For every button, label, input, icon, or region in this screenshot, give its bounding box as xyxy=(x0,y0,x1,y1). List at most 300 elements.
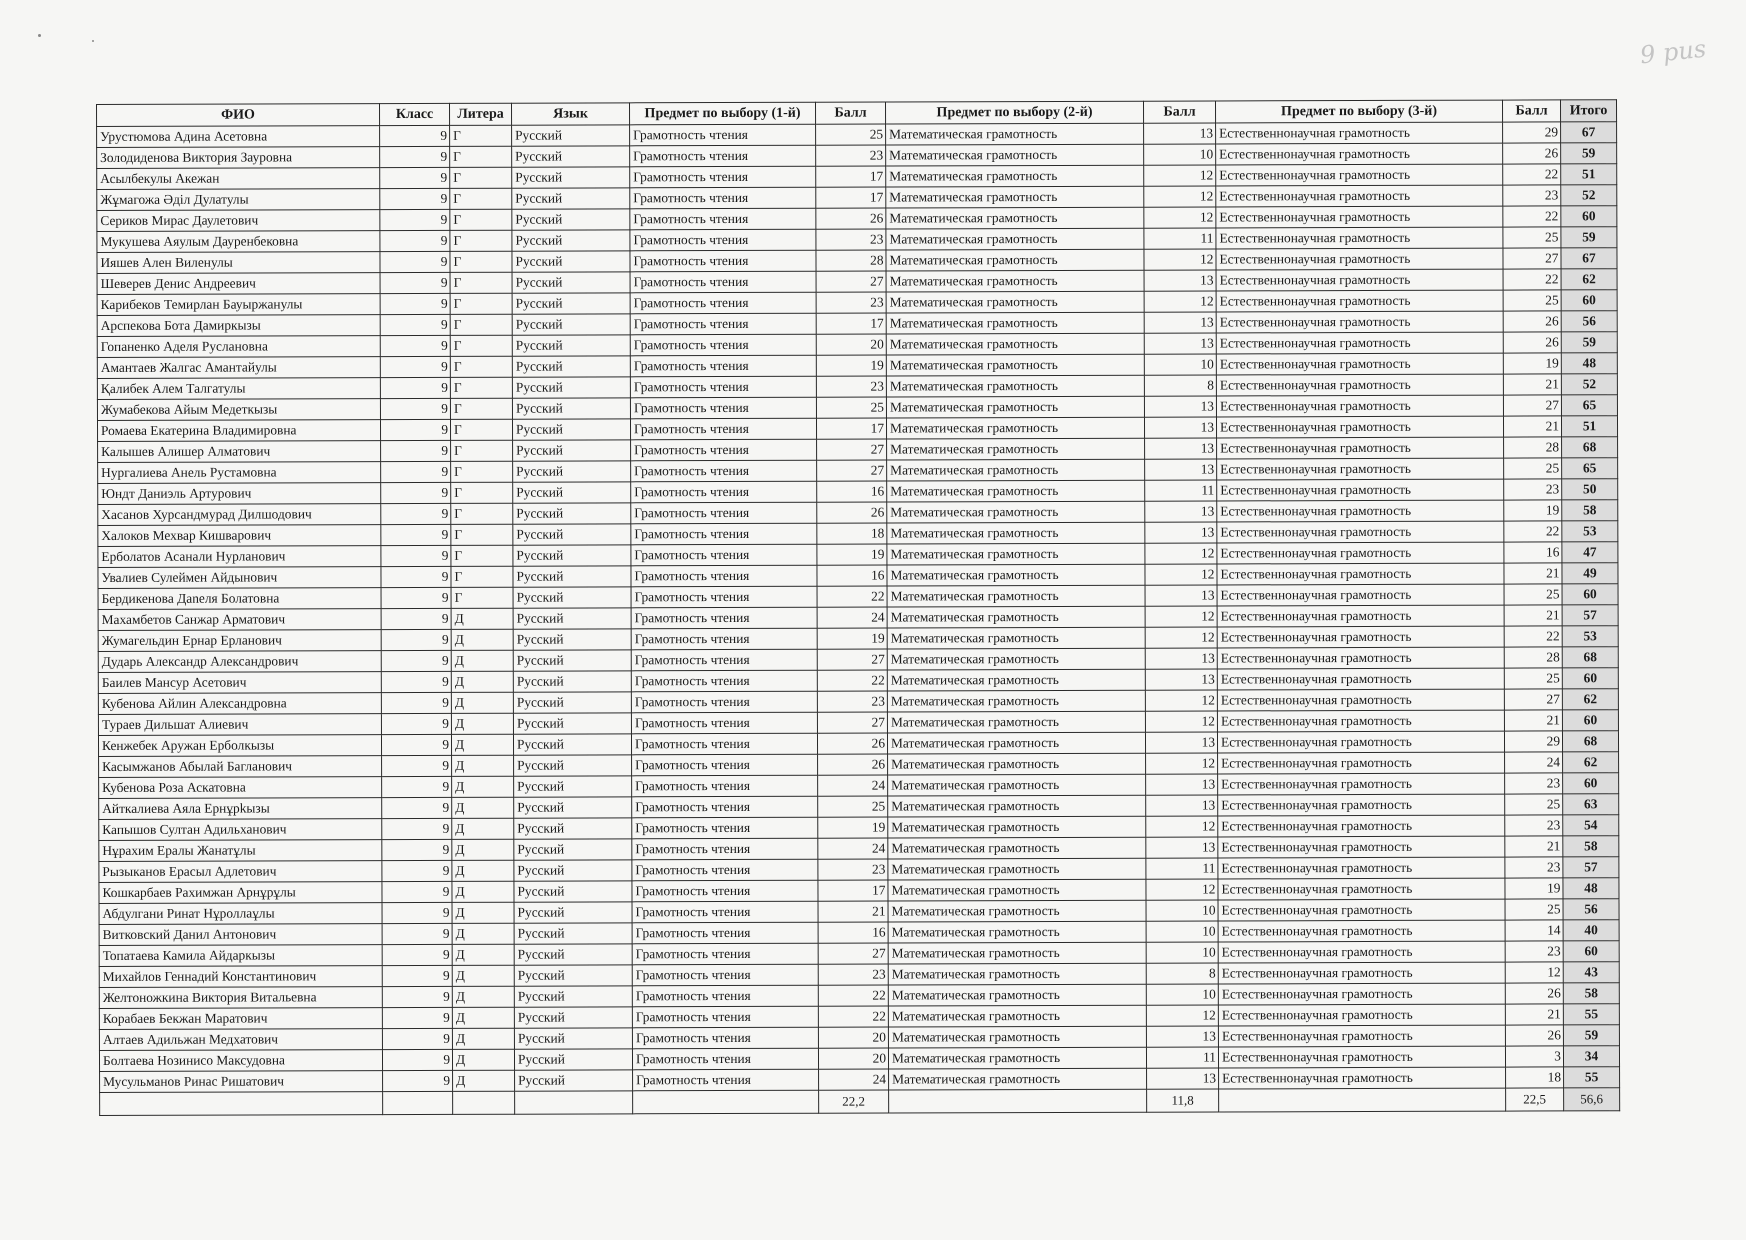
language: Русский xyxy=(514,944,632,965)
class-letter: Д xyxy=(451,671,513,692)
subject-2: Математическая грамотность xyxy=(887,606,1145,628)
class-number: 9 xyxy=(381,440,451,461)
score-3: 21 xyxy=(1504,605,1562,626)
student-name: Ерболатов Асанали Нурланович xyxy=(98,546,381,568)
subject-1: Грамотность чтения xyxy=(630,229,816,251)
score-3: 19 xyxy=(1503,353,1561,374)
class-number: 9 xyxy=(383,1070,453,1091)
total-score: 65 xyxy=(1562,458,1618,479)
class-letter: Г xyxy=(450,356,512,377)
total-score: 58 xyxy=(1563,983,1619,1004)
student-name: Баилев Мансур Асетович xyxy=(98,672,381,694)
subject-3: Естественнонаучная грамотность xyxy=(1216,122,1503,144)
subject-3: Естественнонаучная грамотность xyxy=(1217,584,1504,606)
class-letter: Д xyxy=(452,1007,514,1028)
class-number: 9 xyxy=(380,125,450,146)
score-3: 24 xyxy=(1505,752,1563,773)
subject-1: Грамотность чтения xyxy=(632,775,818,797)
score-3: 27 xyxy=(1503,248,1561,269)
subject-1: Грамотность чтения xyxy=(631,502,817,524)
subject-2: Математическая грамотность xyxy=(888,984,1146,1006)
student-name: Михайлов Геннадий Константинович xyxy=(99,966,382,988)
total-score: 40 xyxy=(1563,920,1619,941)
score-1: 23 xyxy=(816,145,886,166)
subject-1: Грамотность чтения xyxy=(631,670,817,692)
score-3: 29 xyxy=(1504,731,1562,752)
score-1: 26 xyxy=(816,208,886,229)
score-1: 22 xyxy=(817,670,887,691)
total-score: 56 xyxy=(1563,899,1619,920)
subject-3: Естественнонаучная грамотность xyxy=(1216,185,1503,207)
header-subject-2: Предмет по выбору (2-й) xyxy=(885,101,1143,124)
subject-3: Естественнонаучная грамотность xyxy=(1216,269,1503,291)
class-number: 9 xyxy=(382,755,452,776)
score-2: 11 xyxy=(1144,228,1216,249)
student-name: Нургалиева Анель Рустамовна xyxy=(98,462,381,484)
class-number: 9 xyxy=(382,818,452,839)
class-number: 9 xyxy=(381,734,451,755)
class-letter: Г xyxy=(450,293,512,314)
class-letter: Д xyxy=(452,839,514,860)
total-score: 62 xyxy=(1562,689,1618,710)
footer-empty-cell xyxy=(889,1089,1147,1113)
language: Русский xyxy=(514,881,632,902)
table-body xyxy=(97,122,1620,1093)
class-letter: Д xyxy=(452,986,514,1007)
score-2: 12 xyxy=(1146,879,1218,900)
score-1: 19 xyxy=(818,817,888,838)
subject-2: Математическая грамотность xyxy=(887,690,1145,712)
results-table xyxy=(96,99,1620,1116)
subject-3: Естественнонаучная грамотность xyxy=(1216,374,1503,396)
class-number: 9 xyxy=(382,944,452,965)
average-score-2: 11,8 xyxy=(1147,1089,1219,1112)
student-name: Капышов Султан Адильханович xyxy=(99,819,382,841)
subject-2: Математическая грамотность xyxy=(888,942,1146,964)
subject-1: Грамотность чтения xyxy=(632,754,818,776)
average-total: 56,6 xyxy=(1564,1088,1620,1111)
subject-3: Естественнонаучная грамотность xyxy=(1218,773,1505,795)
class-number: 9 xyxy=(382,776,452,797)
class-letter: Д xyxy=(451,650,513,671)
language: Русский xyxy=(514,902,632,923)
class-number: 9 xyxy=(381,713,451,734)
total-score: 43 xyxy=(1563,962,1619,983)
score-1: 24 xyxy=(818,775,888,796)
language: Русский xyxy=(512,314,630,335)
subject-1: Грамотность чтения xyxy=(630,271,816,293)
score-1: 16 xyxy=(817,481,887,502)
footer-empty-cell xyxy=(1219,1088,1506,1112)
score-3: 18 xyxy=(1506,1067,1564,1088)
class-letter: Д xyxy=(452,818,514,839)
average-score-3: 22,5 xyxy=(1506,1088,1564,1111)
total-score: 62 xyxy=(1561,269,1617,290)
student-name: Урустюмова Адина Асетовна xyxy=(97,126,380,148)
subject-1: Грамотность чтения xyxy=(632,1027,818,1049)
total-score: 60 xyxy=(1562,710,1618,731)
class-letter: Д xyxy=(452,923,514,944)
language: Русский xyxy=(513,482,631,503)
subject-3: Естественнонаучная грамотность xyxy=(1218,962,1505,984)
student-name: Юндт Даниэль Артурович xyxy=(98,483,381,505)
header-subject-3: Предмет по выбору (3-й) xyxy=(1215,100,1502,123)
class-number: 9 xyxy=(380,251,450,272)
total-score: 53 xyxy=(1562,521,1618,542)
subject-1: Грамотность чтения xyxy=(632,964,818,986)
score-1: 17 xyxy=(816,187,886,208)
student-name: Кубенова Айлин Александровна xyxy=(98,693,381,715)
score-1: 21 xyxy=(818,901,888,922)
subject-2: Математическая грамотность xyxy=(886,375,1144,397)
score-1: 27 xyxy=(816,271,886,292)
subject-3: Естественнонаучная грамотность xyxy=(1218,878,1505,900)
subject-2: Математическая грамотность xyxy=(887,732,1145,754)
score-2: 13 xyxy=(1146,795,1218,816)
student-name: Топатаева Камила Айдаркызы xyxy=(99,945,382,967)
subject-1: Грамотность чтения xyxy=(630,145,816,167)
student-name: Карибеков Темирлан Бауыржанулы xyxy=(97,294,380,316)
subject-3: Естественнонаучная грамотность xyxy=(1216,206,1503,228)
total-score: 68 xyxy=(1562,437,1618,458)
subject-1: Грамотность чтения xyxy=(632,943,818,965)
subject-3: Естественнонаучная грамотность xyxy=(1216,143,1503,165)
subject-1: Грамотность чтения xyxy=(632,922,818,944)
subject-2: Математическая грамотность xyxy=(888,963,1146,985)
score-2: 12 xyxy=(1146,1005,1218,1026)
score-1: 22 xyxy=(818,985,888,1006)
subject-1: Грамотность чтения xyxy=(632,838,818,860)
class-number: 9 xyxy=(380,167,450,188)
score-2: 12 xyxy=(1145,543,1217,564)
subject-2: Математическая грамотность xyxy=(886,333,1144,355)
class-letter: Г xyxy=(450,251,512,272)
subject-1: Грамотность чтения xyxy=(631,544,817,566)
student-name: Жумабекова Айым Медеткызы xyxy=(97,399,380,421)
class-number: 9 xyxy=(381,524,451,545)
class-letter: Г xyxy=(451,566,513,587)
class-number: 9 xyxy=(380,398,450,419)
total-score: 67 xyxy=(1561,248,1617,269)
subject-2: Математическая грамотность xyxy=(888,879,1146,901)
student-name: Рызыканов Ерасыл Адлетович xyxy=(99,861,382,883)
score-2: 13 xyxy=(1145,501,1217,522)
score-1: 24 xyxy=(818,838,888,859)
score-2: 10 xyxy=(1146,900,1218,921)
student-name: Кошкарбаев Рахимжан Арнұрұлы xyxy=(99,882,382,904)
score-3: 12 xyxy=(1505,962,1563,983)
language: Русский xyxy=(513,566,631,587)
class-letter: Г xyxy=(450,377,512,398)
class-number: 9 xyxy=(381,482,451,503)
total-score: 48 xyxy=(1563,878,1619,899)
class-letter: Г xyxy=(450,335,512,356)
score-1: 26 xyxy=(817,733,887,754)
language: Русский xyxy=(513,650,631,671)
score-3: 26 xyxy=(1503,143,1561,164)
language: Русский xyxy=(514,818,632,839)
subject-3: Естественнонаучная грамотность xyxy=(1216,353,1503,375)
score-1: 27 xyxy=(817,712,887,733)
score-1: 23 xyxy=(816,376,886,397)
score-3: 25 xyxy=(1504,668,1562,689)
score-2: 11 xyxy=(1145,480,1217,501)
class-letter: Г xyxy=(451,440,513,461)
total-score: 65 xyxy=(1561,395,1617,416)
score-3: 25 xyxy=(1503,290,1561,311)
class-number: 9 xyxy=(381,545,451,566)
class-letter: Г xyxy=(450,146,512,167)
class-number: 9 xyxy=(380,335,450,356)
language: Русский xyxy=(512,419,630,440)
language: Русский xyxy=(512,167,630,188)
class-number: 9 xyxy=(380,293,450,314)
subject-3: Естественнонаучная грамотность xyxy=(1218,899,1505,921)
subject-2: Математическая грамотность xyxy=(886,186,1144,208)
score-3: 25 xyxy=(1504,584,1562,605)
footer-empty-cell xyxy=(633,1090,819,1114)
language: Русский xyxy=(513,524,631,545)
subject-2: Математическая грамотность xyxy=(886,354,1144,376)
class-number: 9 xyxy=(381,650,451,671)
class-letter: Д xyxy=(452,965,514,986)
total-score: 59 xyxy=(1561,227,1617,248)
score-2: 12 xyxy=(1145,627,1217,648)
subject-3: Естественнонаучная грамотность xyxy=(1216,395,1503,417)
score-2: 13 xyxy=(1145,648,1217,669)
total-score: 52 xyxy=(1561,374,1617,395)
class-letter: Г xyxy=(451,503,513,524)
average-score-1: 22,2 xyxy=(819,1090,889,1113)
class-letter: Д xyxy=(452,881,514,902)
total-score: 51 xyxy=(1561,164,1617,185)
score-2: 13 xyxy=(1144,417,1216,438)
score-1: 17 xyxy=(816,313,886,334)
subject-3: Естественнонаучная грамотность xyxy=(1217,668,1504,690)
subject-3: Естественнонаучная грамотность xyxy=(1218,857,1505,879)
score-1: 19 xyxy=(817,544,887,565)
score-3: 23 xyxy=(1504,479,1562,500)
subject-2: Математическая грамотность xyxy=(887,459,1145,481)
language: Русский xyxy=(514,755,632,776)
total-score: 60 xyxy=(1563,773,1619,794)
subject-1: Грамотность чтения xyxy=(630,250,816,272)
score-2: 10 xyxy=(1144,144,1216,165)
subject-3: Естественнонаучная грамотность xyxy=(1216,227,1503,249)
subject-3: Естественнонаучная грамотность xyxy=(1217,563,1504,585)
student-name: Айткалиева Аяла Ернұрkызы xyxy=(99,798,382,820)
total-score: 60 xyxy=(1561,206,1617,227)
class-letter: Г xyxy=(451,461,513,482)
score-3: 23 xyxy=(1503,185,1561,206)
class-number: 9 xyxy=(380,146,450,167)
subject-2: Математическая грамотность xyxy=(886,228,1144,250)
subject-2: Математическая грамотность xyxy=(887,543,1145,565)
subject-3: Естественнонаучная грамотность xyxy=(1218,1046,1505,1068)
header-fio: ФИО xyxy=(97,104,380,127)
subject-2: Математическая грамотность xyxy=(888,1047,1146,1069)
averages-row xyxy=(100,1088,1620,1116)
score-3: 21 xyxy=(1504,563,1562,584)
score-1: 20 xyxy=(816,334,886,355)
student-name: Бердикенова Даneля Болатовна xyxy=(98,588,381,610)
subject-1: Грамотность чтения xyxy=(630,355,816,377)
subject-1: Грамотность чтения xyxy=(631,439,817,461)
language: Русский xyxy=(512,188,630,209)
total-score: 60 xyxy=(1561,290,1617,311)
student-name: Золодиденова Виктория Зауровна xyxy=(97,147,380,169)
score-2: 13 xyxy=(1144,312,1216,333)
student-name: Кубенова Роза Аскатовна xyxy=(99,777,382,799)
score-1: 28 xyxy=(816,250,886,271)
score-1: 17 xyxy=(816,418,886,439)
score-3: 23 xyxy=(1505,941,1563,962)
class-number: 9 xyxy=(382,860,452,881)
student-name: Хасанов Хурсандмурад Дилшодович xyxy=(98,504,381,526)
subject-3: Естественнонаучная грамотность xyxy=(1216,311,1503,333)
score-2: 12 xyxy=(1144,249,1216,270)
footer-empty-cell xyxy=(100,1092,383,1116)
footer-empty-cell xyxy=(453,1091,515,1114)
language: Русский xyxy=(513,587,631,608)
language: Русский xyxy=(513,713,631,734)
score-3: 19 xyxy=(1504,500,1562,521)
subject-3: Естественнонаучная грамотность xyxy=(1216,248,1503,270)
total-score: 52 xyxy=(1561,185,1617,206)
class-letter: Г xyxy=(450,230,512,251)
score-3: 23 xyxy=(1505,773,1563,794)
language: Русский xyxy=(512,230,630,251)
handwritten-page-note: 9 рus xyxy=(1638,34,1708,70)
score-2: 8 xyxy=(1144,375,1216,396)
class-letter: Д xyxy=(452,755,514,776)
student-name: Халоков Мехвар Кишварович xyxy=(98,525,381,547)
subject-1: Грамотность чтения xyxy=(630,208,816,230)
score-2: 13 xyxy=(1144,396,1216,417)
class-letter: Д xyxy=(452,776,514,797)
language: Русский xyxy=(514,1049,632,1070)
score-3: 23 xyxy=(1505,815,1563,836)
subject-3: Естественнонаучная грамотность xyxy=(1218,1004,1505,1026)
total-score: 60 xyxy=(1563,941,1619,962)
subject-1: Грамотность чтения xyxy=(632,901,818,923)
subject-3: Естественнонаучная грамотность xyxy=(1219,1067,1506,1089)
total-score: 55 xyxy=(1564,1067,1620,1088)
score-1: 26 xyxy=(818,754,888,775)
score-3: 21 xyxy=(1504,710,1562,731)
subject-1: Грамотность чтения xyxy=(630,187,816,209)
student-name: Абдулгани Ринат Нұроллаұлы xyxy=(99,903,382,925)
language: Русский xyxy=(513,461,631,482)
score-2: 10 xyxy=(1144,354,1216,375)
class-number: 9 xyxy=(381,608,451,629)
language: Русский xyxy=(514,1028,632,1049)
subject-1: Грамотность чтения xyxy=(630,397,816,419)
student-name: Махамбетов Санжар Арматович xyxy=(98,609,381,631)
class-letter: Г xyxy=(450,314,512,335)
total-score: 57 xyxy=(1562,605,1618,626)
score-1: 24 xyxy=(819,1069,889,1090)
class-number: 9 xyxy=(382,965,452,986)
subject-3: Естественнонаучная грамотность xyxy=(1217,521,1504,543)
subject-1: Грамотность чтения xyxy=(632,880,818,902)
subject-3: Естественнонаучная грамотность xyxy=(1218,836,1505,858)
score-1: 17 xyxy=(818,880,888,901)
student-name: Кенжебек Аружан Ерболкызы xyxy=(98,735,381,757)
subject-1: Грамотность чтения xyxy=(630,334,816,356)
header-language: Язык xyxy=(511,103,629,125)
total-score: 55 xyxy=(1563,1004,1619,1025)
subject-3: Естественнонаучная грамотность xyxy=(1217,731,1504,753)
student-name: Мусульманов Ринас Ришатович xyxy=(100,1071,383,1093)
class-number: 9 xyxy=(380,230,450,251)
language: Русский xyxy=(513,503,631,524)
language: Русский xyxy=(512,293,630,314)
class-letter: Г xyxy=(450,209,512,230)
score-1: 22 xyxy=(817,586,887,607)
score-3: 22 xyxy=(1503,206,1561,227)
subject-3: Естественнонаучная грамотность xyxy=(1218,752,1505,774)
student-name: Амантаев Жалгас Амантайулы xyxy=(97,357,380,379)
subject-3: Естественнонаучная грамотность xyxy=(1217,458,1504,480)
subject-2: Математическая грамотность xyxy=(886,312,1144,334)
class-letter: Д xyxy=(451,608,513,629)
class-letter: Г xyxy=(451,482,513,503)
subject-2: Математическая грамотность xyxy=(888,774,1146,796)
score-2: 13 xyxy=(1144,123,1216,144)
student-name: Арспекова Бота Дамиркызы xyxy=(97,315,380,337)
score-3: 25 xyxy=(1503,227,1561,248)
language: Русский xyxy=(514,965,632,986)
scan-speck xyxy=(92,40,94,42)
class-number: 9 xyxy=(380,272,450,293)
score-3: 22 xyxy=(1503,269,1561,290)
total-score: 63 xyxy=(1563,794,1619,815)
score-1: 19 xyxy=(816,355,886,376)
class-letter: Г xyxy=(450,398,512,419)
score-1: 25 xyxy=(816,124,886,145)
subject-2: Математическая грамотность xyxy=(887,501,1145,523)
score-3: 27 xyxy=(1503,395,1561,416)
class-number: 9 xyxy=(382,1007,452,1028)
subject-2: Математическая грамотность xyxy=(889,1068,1147,1090)
header-total: Итого xyxy=(1560,100,1616,122)
language: Русский xyxy=(512,398,630,419)
student-name: Алтаев Адильжан Медхатович xyxy=(99,1029,382,1051)
subject-2: Математическая грамотность xyxy=(887,585,1145,607)
score-1: 25 xyxy=(816,397,886,418)
language: Русский xyxy=(513,440,631,461)
student-name: Болтаева Нозинисо Максудовна xyxy=(99,1050,382,1072)
score-3: 19 xyxy=(1505,878,1563,899)
subject-3: Естественнонаучная грамотность xyxy=(1216,164,1503,186)
language: Русский xyxy=(514,923,632,944)
score-1: 17 xyxy=(816,166,886,187)
subject-1: Грамотность чтения xyxy=(630,124,816,146)
class-number: 9 xyxy=(382,839,452,860)
student-name: Нұрахим Ералы Жанатұлы xyxy=(99,840,382,862)
score-2: 12 xyxy=(1145,564,1217,585)
score-2: 12 xyxy=(1144,207,1216,228)
class-number: 9 xyxy=(381,503,451,524)
subject-1: Грамотность чтения xyxy=(631,649,817,671)
subject-3: Естественнонаучная грамотность xyxy=(1217,710,1504,732)
subject-1: Грамотность чтения xyxy=(632,859,818,881)
subject-3: Естественнонаучная грамотность xyxy=(1218,1025,1505,1047)
student-name: Дударь Александр Александрович xyxy=(98,651,381,673)
total-score: 59 xyxy=(1563,1025,1619,1046)
language: Русский xyxy=(515,1070,633,1091)
